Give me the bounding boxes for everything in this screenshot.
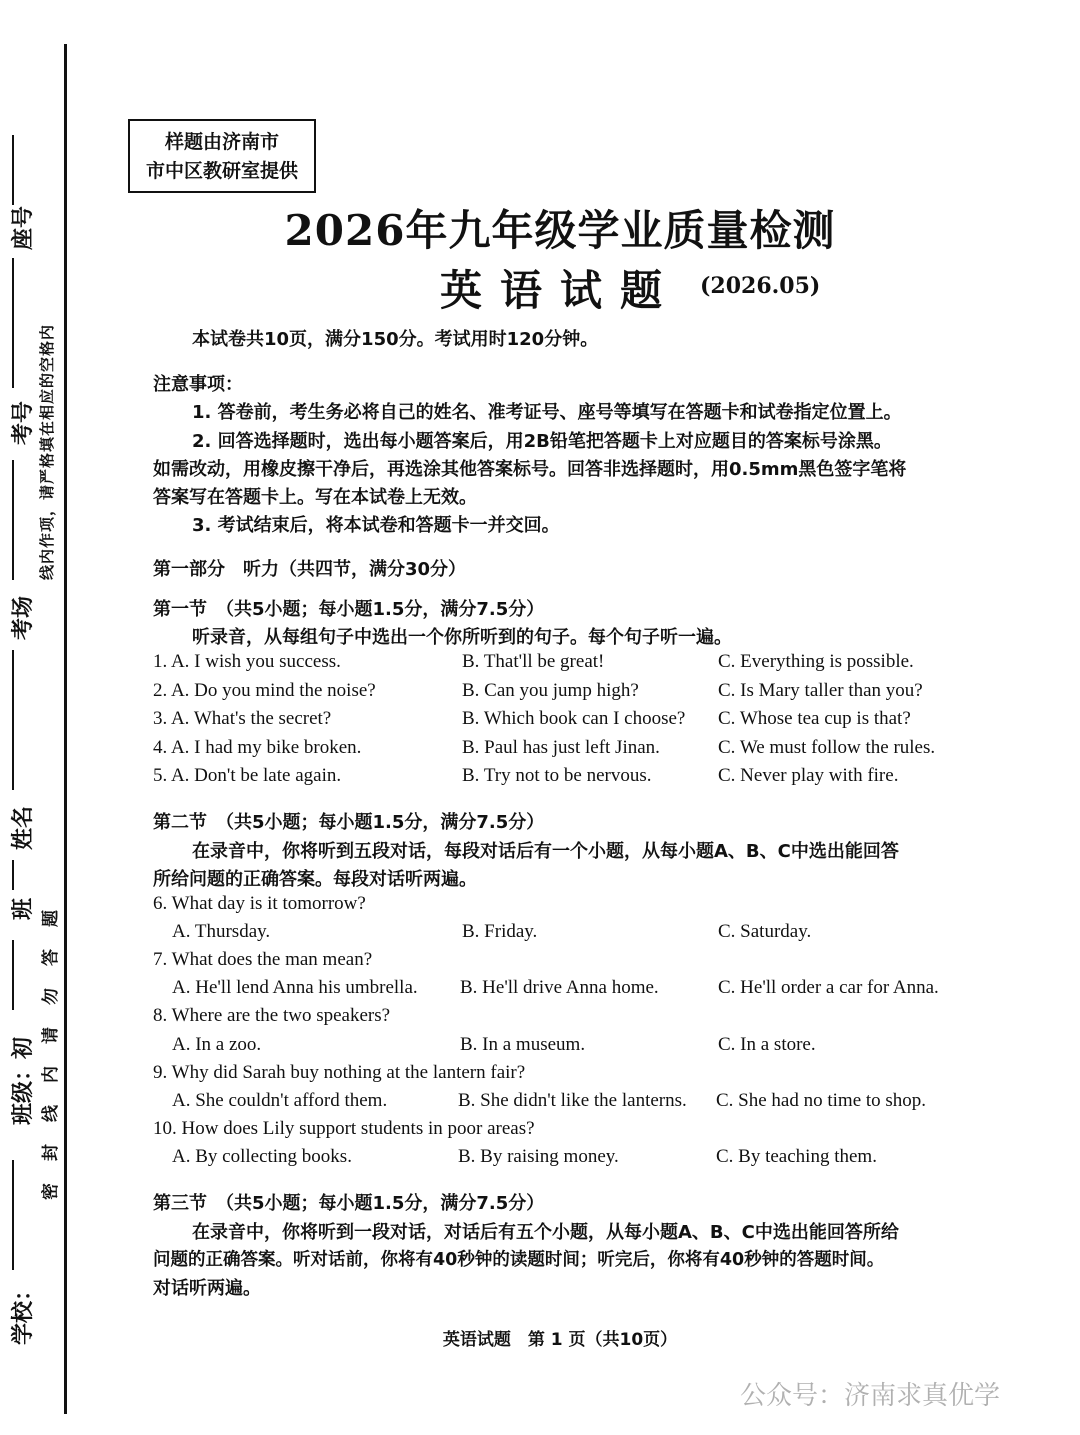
note-item-3: 3. 考试结束后，将本试卷和答题卡一并交回。 — [192, 515, 560, 536]
q3-option-b: B. Which book can I choose? — [462, 708, 686, 729]
q7-option-a: A. He'll lend Anna his umbrella. — [172, 977, 418, 998]
q8-option-c: C. In a store. — [718, 1034, 816, 1055]
q1-option-c: C. Everything is possible. — [718, 651, 914, 672]
q8-question: 8. Where are the two speakers? — [153, 1005, 391, 1026]
section2-heading: 第二节 （共5小题；每小题1.5分，满分7.5分） — [153, 812, 545, 833]
notes-heading: 注意事项： — [153, 374, 243, 395]
exam-no-label: 考号 — [11, 400, 36, 445]
q10-question: 10. How does Lily support students in poor areas? — [153, 1118, 535, 1139]
q7-option-c: C. He'll order a car for Anna. — [718, 977, 939, 998]
q4-option-a: 4. A. I had my bike broken. — [153, 737, 362, 758]
q4-option-b: B. Paul has just left Jinan. — [462, 737, 660, 758]
q9-question: 9. Why did Sarah buy nothing at the lantern fair? — [153, 1062, 526, 1083]
note-item-1: 1. 答卷前，考生务必将自己的姓名、准考证号、座号等填写在答题卡和试卷指定位置上。 — [192, 402, 902, 423]
q5-option-b: B. Try not to be nervous. — [462, 765, 652, 786]
q6-option-b: B. Friday. — [462, 921, 538, 942]
name-blank — [12, 650, 14, 790]
section3-instruction-end: 对话听两遍。 — [153, 1278, 261, 1299]
page-footer: 英语试题 第 1 页（共10页） — [442, 1330, 678, 1350]
q8-option-b: B. In a museum. — [460, 1034, 586, 1055]
q10-option-b: B. By raising money. — [458, 1146, 619, 1167]
q7-option-b: B. He'll drive Anna home. — [460, 977, 659, 998]
exam-no-blank — [12, 258, 14, 388]
class-label: 班级：初 — [11, 1036, 36, 1125]
q3-option-c: C. Whose tea cup is that? — [718, 708, 911, 729]
section3-instruction: 在录音中，你将听到一段对话，对话后有五个小题，从每小题A、B、C中选出能回答所给 — [192, 1222, 899, 1243]
q4-option-c: C. We must follow the rules. — [718, 737, 936, 758]
q2-option-b: B. Can you jump high? — [462, 680, 639, 701]
exam-date: (2026.05) — [700, 273, 821, 299]
q10-option-a: A. By collecting books. — [172, 1146, 352, 1167]
q7-question: 7. What does the man mean? — [153, 949, 373, 970]
binding-notice: 线内作项，请严格填在相应的空格内 — [38, 323, 56, 580]
q2-option-a: 2. A. Do you mind the noise? — [153, 680, 376, 701]
seat-blank — [12, 135, 14, 205]
name-label: 姓名 — [11, 805, 36, 850]
section1-instruction: 听录音，从每组句子中选出一个你所听到的句子。每个句子听一遍。 — [192, 627, 732, 648]
q5-option-a: 5. A. Don't be late again. — [153, 765, 342, 786]
section1-heading: 第一节 （共5小题；每小题1.5分，满分7.5分） — [153, 599, 545, 620]
q9-option-a: A. She couldn't afford them. — [172, 1090, 388, 1111]
seat-label: 座号 — [11, 205, 36, 250]
watermark: 公众号：济南求真优学 — [740, 1381, 1001, 1411]
exam-intro: 本试卷共10页，满分150分。考试用时120分钟。 — [192, 329, 599, 350]
q6-option-c: C. Saturday. — [718, 921, 812, 942]
note-item-2-end: 答案写在答题卡上。写在本试卷上无效。 — [153, 487, 477, 508]
q9-option-c: C. She had no time to shop. — [716, 1090, 927, 1111]
q2-option-c: C. Is Mary taller than you? — [718, 680, 923, 701]
class-suffix: 班 — [11, 897, 36, 920]
school-label: 学校： — [11, 1278, 36, 1345]
q9-option-b: B. She didn't like the lanterns. — [458, 1090, 687, 1111]
section3-heading: 第三节 （共5小题；每小题1.5分，满分7.5分） — [153, 1193, 545, 1214]
q8-option-a: A. In a zoo. — [172, 1034, 262, 1055]
room-label: 考场 — [11, 595, 36, 640]
q1-option-b: B. That'll be great! — [462, 651, 605, 672]
school-blank — [12, 1160, 14, 1270]
q6-question: 6. What day is it tomorrow? — [153, 893, 366, 914]
stamp-line-1: 样题由济南市 — [164, 131, 279, 153]
q10-option-c: C. By teaching them. — [716, 1146, 877, 1167]
q3-option-a: 3. A. What's the secret? — [153, 708, 332, 729]
grade-blank — [12, 940, 14, 1010]
exam-subtitle: 英语试题 — [440, 266, 681, 315]
stamp-line-2: 市中区教研室提供 — [145, 160, 298, 182]
room-blank — [12, 460, 14, 580]
part1-heading: 第一部分 听力（共四节，满分30分） — [153, 559, 467, 580]
section2-instruction-cont: 所给问题的正确答案。每段对话听两遍。 — [153, 869, 477, 890]
q1-option-a: 1. A. I wish you success. — [153, 651, 341, 672]
note-item-2-cont: 如需改动，用橡皮擦干净后，再选涂其他答案标号。回答非选择题时，用0.5mm黑色签字笔将 — [153, 459, 907, 480]
section2-instruction: 在录音中，你将听到五段对话，每段对话后有一个小题，从每小题A、B、C中选出能回答 — [192, 841, 899, 862]
class-blank — [12, 860, 14, 890]
section3-instruction-cont: 问题的正确答案。听对话前，你将有40秒钟的读题时间；听完后，你将有40秒钟的答题时间。 — [153, 1250, 885, 1270]
source-stamp — [128, 119, 316, 193]
note-item-2: 2. 回答选择题时，选出每小题答案后，用2B铅笔把答题卡上对应题目的答案标号涂黑。 — [192, 431, 892, 452]
q5-option-c: C. Never play with fire. — [718, 765, 899, 786]
exam-title: 2026年九年级学业质量检测 — [284, 206, 836, 255]
q6-option-a: A. Thursday. — [172, 921, 271, 942]
seal-notice: 密封线内请勿答题 — [41, 888, 61, 1200]
